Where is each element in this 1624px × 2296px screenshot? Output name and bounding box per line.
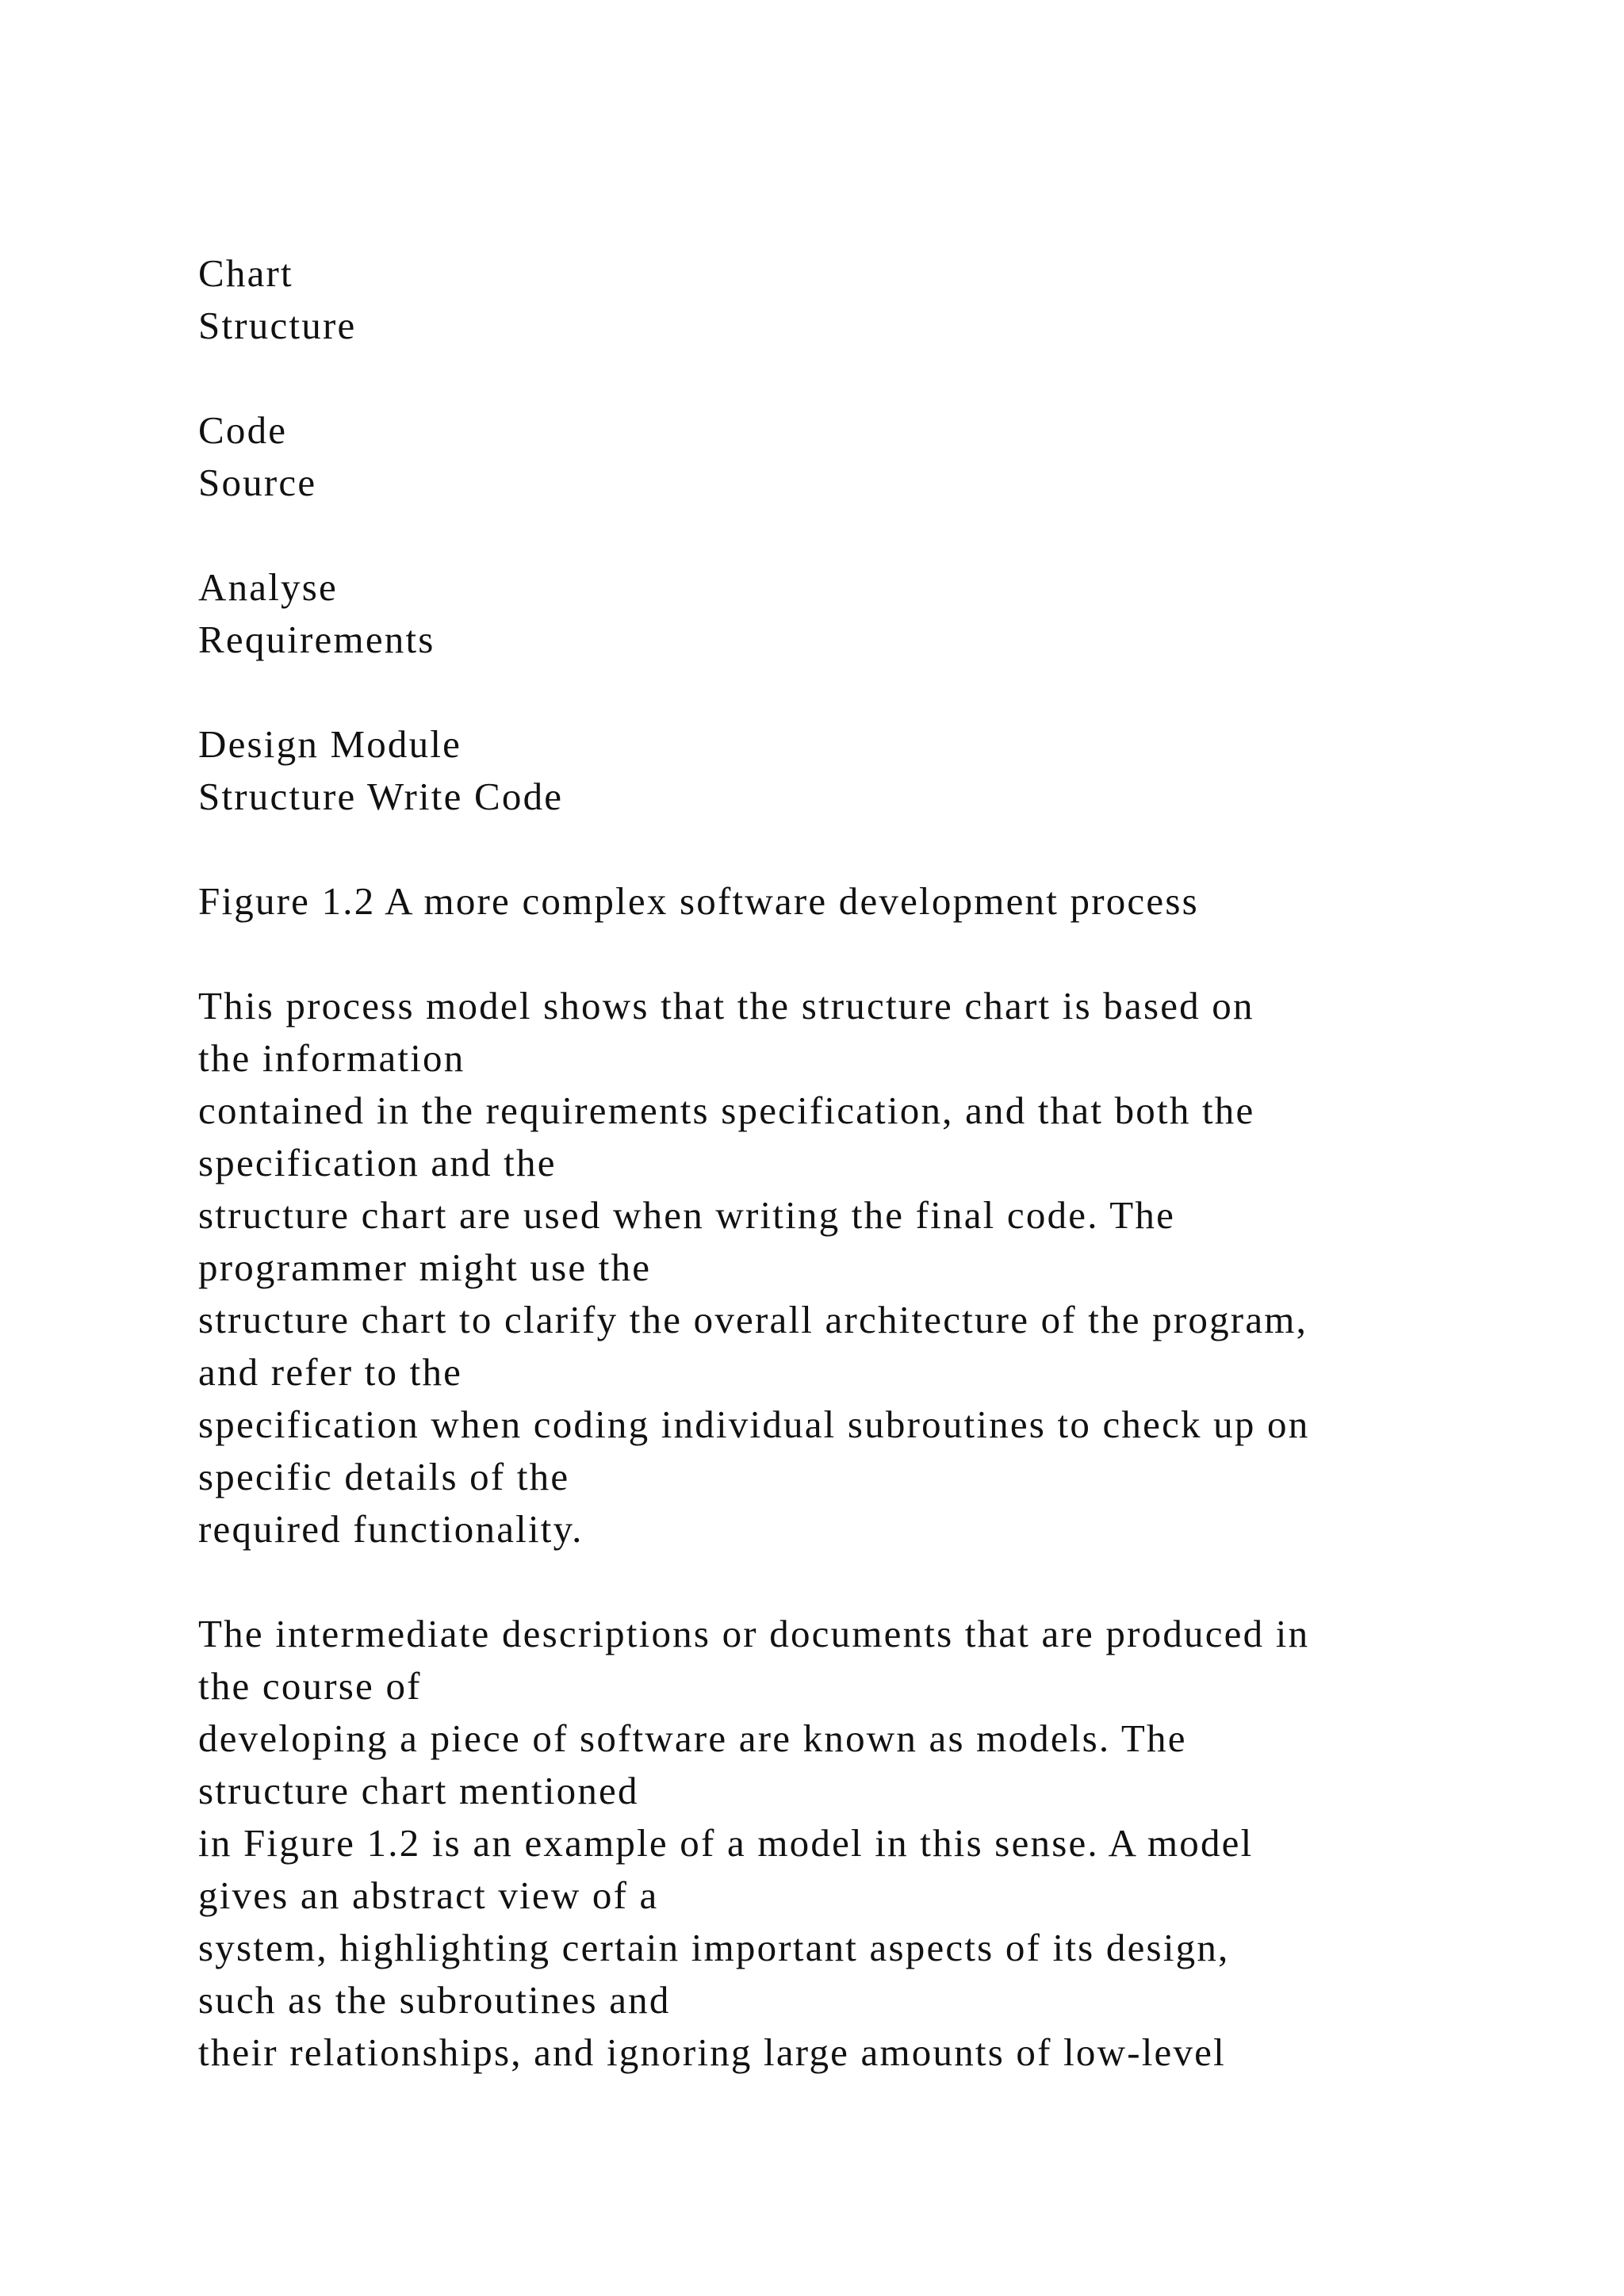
blank-line (198, 666, 1546, 718)
paragraph-line: The intermediate descriptions or documents that are produced in (198, 1612, 1310, 1655)
paragraph-line: the information (198, 1036, 465, 1080)
paragraph-line: specification when coding individual subroutines to check up on (198, 1402, 1310, 1446)
paragraph-line: structure chart mentioned (198, 1769, 639, 1812)
blank-line (198, 1556, 1546, 1608)
paragraph-line: structure chart are used when writing the final code. The (198, 1193, 1176, 1237)
diagram-label-code: Code (198, 408, 288, 452)
paragraph-line: required functionality. (198, 1507, 584, 1551)
diagram-label-analyse: Analyse (198, 565, 338, 609)
paragraph-line: structure chart to clarify the overall architecture of the program, (198, 1298, 1308, 1341)
figure-caption: Figure 1.2 A more complex software development process (198, 879, 1199, 923)
paragraph-line: contained in the requirements specification, and that both the (198, 1089, 1255, 1132)
diagram-label-design-module: Design Module (198, 722, 462, 766)
paragraph-line: the course of (198, 1664, 422, 1708)
paragraph-line: specific details of the (198, 1455, 570, 1498)
paragraph-line: developing a piece of software are known as models. The (198, 1716, 1187, 1760)
paragraph-line: and refer to the (198, 1350, 463, 1394)
paragraph-line: system, highlighting certain important aspects of its design, (198, 1926, 1230, 1969)
document-body (198, 247, 1546, 2079)
paragraph-line: their relationships, and ignoring large amounts of low-level (198, 2030, 1226, 2074)
blank-line (198, 352, 1546, 404)
diagram-label-structure-write-code: Structure Write Code (198, 775, 564, 818)
paragraph-line: gives an abstract view of a (198, 1873, 659, 1917)
paragraph-line: in Figure 1.2 is an example of a model in this sense. A model (198, 1821, 1254, 1865)
diagram-label-source: Source (198, 461, 317, 504)
blank-line (198, 823, 1546, 875)
diagram-label-requirements: Requirements (198, 618, 435, 661)
diagram-label-structure: Structure (198, 304, 357, 347)
blank-line (198, 928, 1546, 980)
blank-line (198, 509, 1546, 561)
paragraph-line: This process model shows that the structure chart is based on (198, 984, 1254, 1027)
paragraph-line: programmer might use the (198, 1246, 652, 1289)
paragraph-line: specification and the (198, 1141, 557, 1184)
paragraph-line: such as the subroutines and (198, 1978, 671, 2022)
diagram-label-chart: Chart (198, 251, 293, 295)
